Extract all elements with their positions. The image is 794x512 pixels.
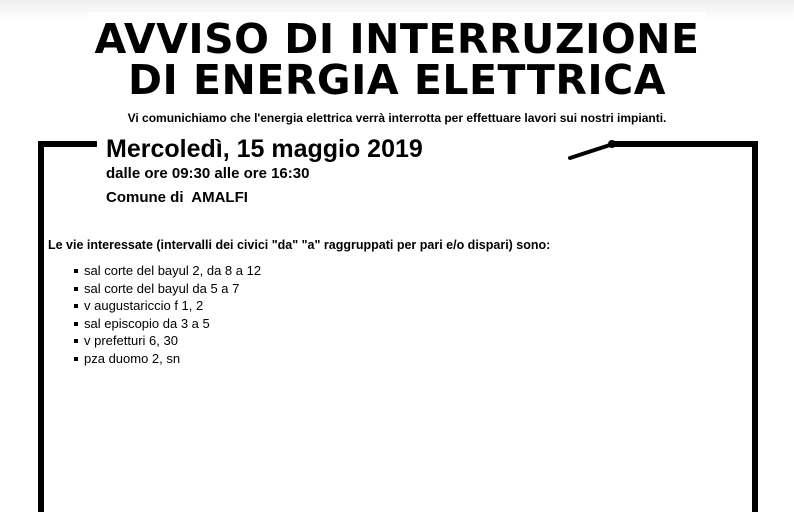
street-label: v prefetturi 6, 30 <box>84 333 178 348</box>
bullet-icon <box>74 287 78 291</box>
list-item <box>74 332 261 350</box>
frame-left-border <box>38 141 44 512</box>
street-label: sal corte del bayul 2, da 8 a 12 <box>84 263 262 278</box>
list-item <box>74 315 261 333</box>
street-label: pza duomo 2, sn <box>84 350 181 366</box>
notice-title <box>88 12 706 102</box>
bullet-icon <box>74 304 78 308</box>
municipality: Comune di AMALFI <box>106 189 248 206</box>
frame-top-left-border <box>38 141 97 147</box>
title-line-2: DI ENERGIA ELETTRICA <box>127 56 667 104</box>
bullet-icon <box>74 357 78 361</box>
list-item <box>74 262 261 280</box>
streets-intro: Le vie interessate (intervalli dei civici "da" "a" raggruppati per pari e/o dispari) sono: <box>48 238 551 252</box>
frame-right-border <box>752 141 758 512</box>
interruption-date: Mercoledì, 15 maggio 2019 <box>106 135 423 163</box>
bullet-icon <box>74 269 78 273</box>
title-line-1: AVVISO DI INTERRUZIONE <box>94 15 700 63</box>
interruption-hours: dalle ore 09:30 alle ore 16:30 <box>106 165 310 182</box>
notice-subtitle: Vi comunichiamo che l'energia elettrica verrà interrotta per effettuare lavori sui nostri impianti. <box>127 111 667 125</box>
street-label: sal corte del bayul da 5 a 7 <box>84 280 240 296</box>
street-label: sal episcopio da 3 a 5 <box>84 315 210 331</box>
street-label: v augustariccio f 1, 2 <box>84 298 204 313</box>
bullet-icon <box>74 322 78 326</box>
bullet-icon <box>74 339 78 343</box>
list-item <box>74 280 261 298</box>
clock-hand-icon <box>566 133 626 163</box>
streets-list <box>74 262 261 367</box>
list-item <box>74 297 261 315</box>
list-item <box>74 350 261 368</box>
frame-top-right-border <box>610 141 758 147</box>
